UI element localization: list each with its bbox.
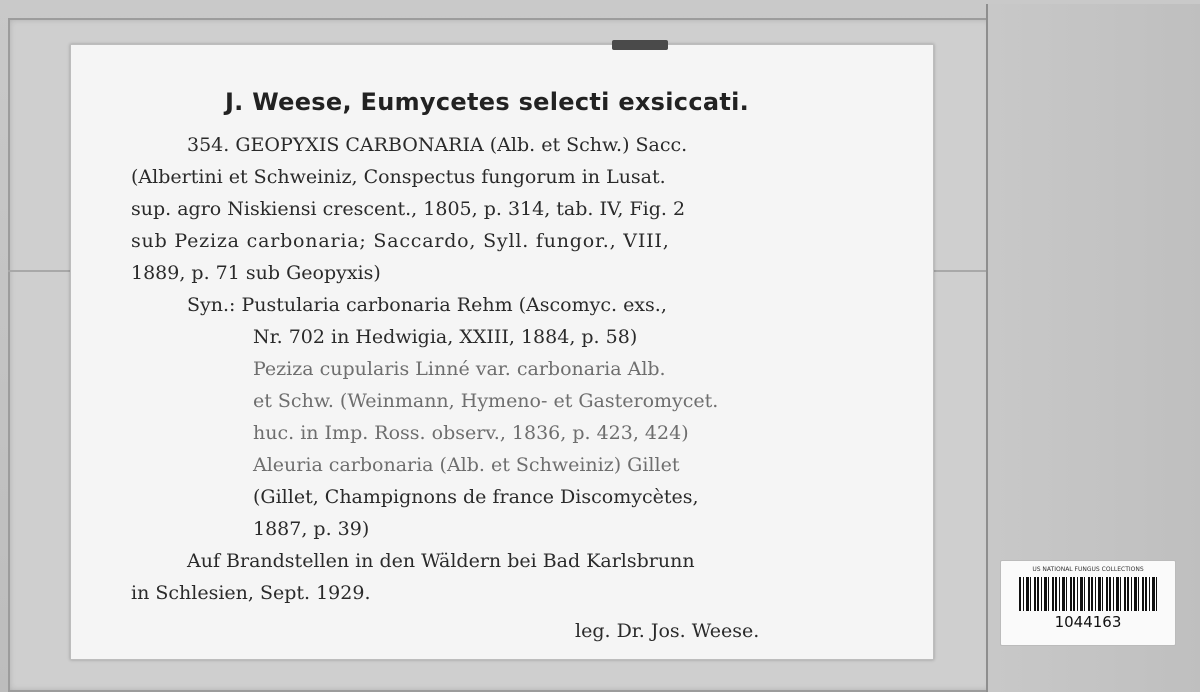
- label-line-1: 354. GEOPYXIS CARBONARIA (Alb. et Schw.) Sacc.: [187, 134, 688, 156]
- label-line-3: sup. agro Niskiensi crescent., 1805, p. 314, tab. IV, Fig. 2: [131, 198, 686, 220]
- barcode-institution: US NATIONAL FUNGUS COLLECTIONS: [1032, 566, 1144, 573]
- label-line-9: et Schw. (Weinmann, Hymeno- et Gasteromycet.: [253, 390, 719, 412]
- label-line-13: 1887, p. 39): [253, 518, 370, 540]
- packet-tab: [612, 40, 668, 50]
- label-line-12: (Gillet, Champignons de france Discomycètes,: [253, 486, 699, 508]
- label-line-7: Nr. 702 in Hedwigia, XXIII, 1884, p. 58): [253, 326, 638, 348]
- label-line-syn: Syn.: Pustularia carbonaria Rehm (Ascomyc. exs.,: [187, 294, 667, 316]
- barcode-icon: [1019, 577, 1157, 611]
- label-line-4: sub Peziza carbonaria; Saccardo, Syll. fungor., VIII,: [131, 230, 670, 252]
- specimen-label: [70, 44, 934, 660]
- label-line-8: Peziza cupularis Linné var. carbonaria Alb.: [253, 358, 666, 380]
- label-line-2: (Albertini et Schweiniz, Conspectus fungorum in Lusat.: [131, 166, 666, 188]
- label-title: J. Weese, Eumycetes selecti exsiccati.: [224, 88, 750, 116]
- label-line-10: huc. in Imp. Ross. observ., 1836, p. 423, 424): [253, 422, 689, 444]
- label-line-date: in Schlesien, Sept. 1929.: [131, 582, 371, 604]
- barcode-label: [1000, 560, 1176, 646]
- label-collector: leg. Dr. Jos. Weese.: [575, 620, 760, 642]
- label-line-5: 1889, p. 71 sub Geopyxis): [131, 262, 381, 284]
- barcode-number: 1044163: [1054, 613, 1122, 631]
- label-line-locality: Auf Brandstellen in den Wäldern bei Bad Karlsbrunn: [187, 550, 695, 572]
- label-line-11: Aleuria carbonaria (Alb. et Schweiniz) Gillet: [253, 454, 680, 476]
